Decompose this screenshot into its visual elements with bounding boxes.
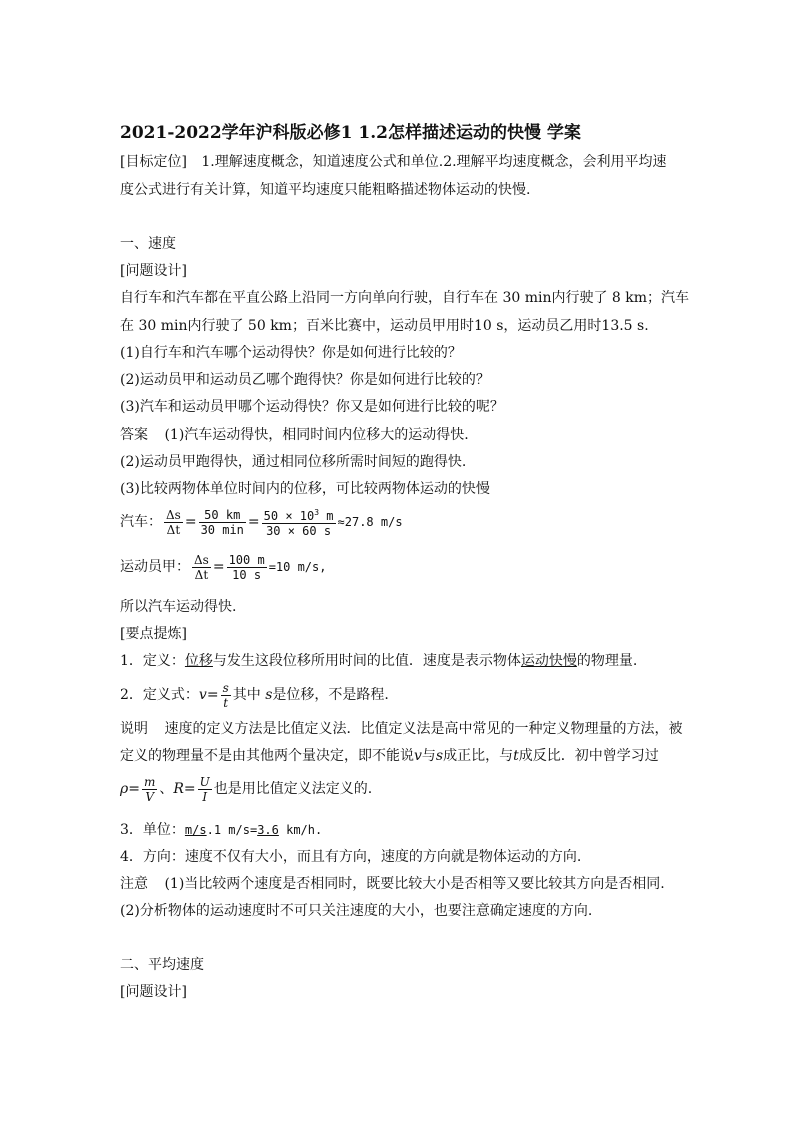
car-fraction-delta <box>164 508 183 537</box>
caution-line-1 <box>120 874 665 894</box>
car-distance: 50 km <box>199 508 246 523</box>
definition-blank-speed: 运动快慢 <box>520 653 577 669</box>
definition-blank-displacement: 位移 <box>184 653 213 669</box>
answer-1: (1)汽车运动得快，相同时间内位移大的运动得快. <box>164 427 469 443</box>
runner-fraction-values <box>227 553 267 582</box>
formula-v: v <box>198 687 207 703</box>
section1-design-label: [问题设计] <box>120 263 187 279</box>
conclusion: 所以汽车运动得快. <box>120 599 237 615</box>
section2-design-label: [问题设计] <box>120 984 187 1000</box>
problem-para-1: 自行车和汽车都在平直公路上沿同一方向单向行驶，自行车在 30 min内行驶了 8 km；汽车 <box>120 290 690 306</box>
note-text-2d: 成反比．初中曾学习过 <box>518 748 659 764</box>
runner-delta-t: Δt <box>194 567 209 582</box>
runner-time: 10 s <box>232 567 262 582</box>
car-label: 汽车： <box>120 514 162 530</box>
note-line-3: ρ= $\frac{m}{V}$ 、R= $\frac{U}{I}$ 也是用比值定义法定义的. <box>120 774 373 804</box>
document-title: 2021-2022学年沪科版必修1 1.2怎样描述运动的快慢 学案 <box>120 123 581 143</box>
goal-line-1 <box>120 152 667 172</box>
formula-note-1: 其中 <box>232 687 261 703</box>
formula-prefix: 2．定义式： <box>120 687 199 703</box>
goal-text-1: 1.理解速度概念，知道速度公式和单位.2.理解平均速度概念，会利用平均速 <box>201 154 667 170</box>
direction-line: 4．方向：速度不仅有大小，而且有方向，速度的方向就是物体运动的方向. <box>120 849 582 865</box>
unit-line <box>120 820 322 840</box>
car-time-si: 30 × 60 s <box>266 524 332 538</box>
definition-prefix: 1．定义： <box>120 653 185 669</box>
caution-text-1: (1)当比较两个速度是否相同时，既要比较大小是否相等又要比较其方向是否相同. <box>164 876 665 892</box>
runner-result: =10 m/s, <box>268 560 327 574</box>
note-line-1 <box>120 719 682 739</box>
formula-note-s: s <box>265 687 273 703</box>
car-fraction-si <box>262 506 336 538</box>
definition-line <box>120 651 637 671</box>
car-formula: 汽车： $\frac{\Delta s}{\Delta t}$ = $\frac{50 km}{30 \min}$ = $\frac{50 \times 10^3 m}{30 \times 60 s}$ ≈27.8 m/s <box>120 507 403 538</box>
car-delta-t: Δt <box>166 522 181 537</box>
note-text-2c: 成正比，与 <box>443 748 514 764</box>
unit-prefix: 3．单位： <box>120 822 185 838</box>
formula-equals: = <box>206 687 219 703</box>
caution-line-2: (2)分析物体的运动速度时不可只关注速度的大小，也要注意确定速度的方向. <box>120 903 593 919</box>
caution-label: 注意 <box>120 876 148 892</box>
car-delta-s: Δs <box>166 507 181 522</box>
resistance-symbol: R <box>173 781 184 797</box>
note-label: 说明 <box>120 721 148 737</box>
answer-3: (3)比较两物体单位时间内的位移，可比较两物体运动的快慢 <box>120 481 490 497</box>
answer-2: (2)运动员甲跑得快，通过相同位移所需时间短的跑得快. <box>120 454 467 470</box>
formula-t: t <box>223 695 229 710</box>
car-distance-si <box>262 506 336 524</box>
note-s: s <box>435 748 444 764</box>
car-result: ≈27.8 m/s <box>337 515 403 529</box>
density-fraction <box>142 775 157 804</box>
note-line-2 <box>120 746 659 766</box>
note-t: t <box>513 748 519 764</box>
goal-line-2: 度公式进行有关计算，知道平均速度只能粗略描述物体运动的快慢. <box>120 182 531 198</box>
key-points-label: [要点提炼] <box>120 626 187 642</box>
answer-label: 答案 <box>120 427 148 443</box>
question-2: (2)运动员甲和运动员乙哪个跑得快？你是如何进行比较的？ <box>120 372 490 388</box>
unit-suffix: km/h. <box>278 823 323 837</box>
definition-middle: 与发生这段位移所用时间的比值．速度是表示物体 <box>212 653 521 669</box>
formula-line <box>120 680 389 710</box>
problem-para-2: 在 30 min内行驶了 50 km；百米比赛中，运动员甲用时10 s，运动员乙用时13.5 s. <box>120 318 649 334</box>
section2-heading: 二、平均速度 <box>120 957 204 973</box>
note-text-2b: 与 <box>421 748 436 764</box>
car-time: 30 min <box>200 522 244 537</box>
unit-middle: .1 m/s= <box>206 823 258 837</box>
density-v: V <box>145 789 154 804</box>
note-text-1: 速度的定义方法是比值定义法．比值定义法是高中常见的一种定义物理量的方法，被 <box>164 721 683 737</box>
question-1: (1)自行车和汽车哪个运动得快？你是如何进行比较的？ <box>120 345 462 361</box>
definition-suffix: 的物理量. <box>576 653 638 669</box>
car-distance-si-base: 50 × 10 <box>263 509 315 523</box>
resistance-fraction <box>198 775 212 804</box>
note-text-2a: 定义的物理量不是由其他两个量决定，即不能说 <box>120 748 414 764</box>
runner-distance: 100 m <box>228 552 265 567</box>
density-m: m <box>143 774 156 789</box>
question-3: (3)汽车和运动员甲哪个运动得快？你又是如何进行比较的呢？ <box>120 399 504 415</box>
formula-s: s <box>222 680 229 695</box>
runner-formula: 运动员甲： $\frac{\Delta s}{\Delta t}$ = $\frac{100 m}{10 s}$ =10 m/s, <box>120 552 327 582</box>
unit-blank-value: 3.6 <box>257 823 279 837</box>
density-symbol: ρ <box>120 781 129 797</box>
note-text-3: 也是用比值定义法定义的. <box>213 781 373 797</box>
car-distance-si-exp: 3 <box>314 508 320 517</box>
runner-label: 运动员甲： <box>120 559 190 575</box>
unit-blank-ms: m/s <box>184 823 207 837</box>
resistance-u: U <box>199 774 210 789</box>
answer-line-1 <box>120 425 469 445</box>
runner-delta-s: Δs <box>194 552 209 567</box>
runner-fraction-delta <box>192 553 211 582</box>
resistance-i: I <box>202 789 208 804</box>
section1-heading: 一、速度 <box>120 236 176 252</box>
formula-note-2: 是位移，不是路程. <box>272 687 389 703</box>
car-distance-si-unit: m <box>319 509 334 523</box>
goal-label: [目标定位] <box>120 154 187 170</box>
car-fraction-values <box>199 508 246 537</box>
formula-fraction <box>221 681 231 710</box>
note-v: v <box>414 748 422 764</box>
